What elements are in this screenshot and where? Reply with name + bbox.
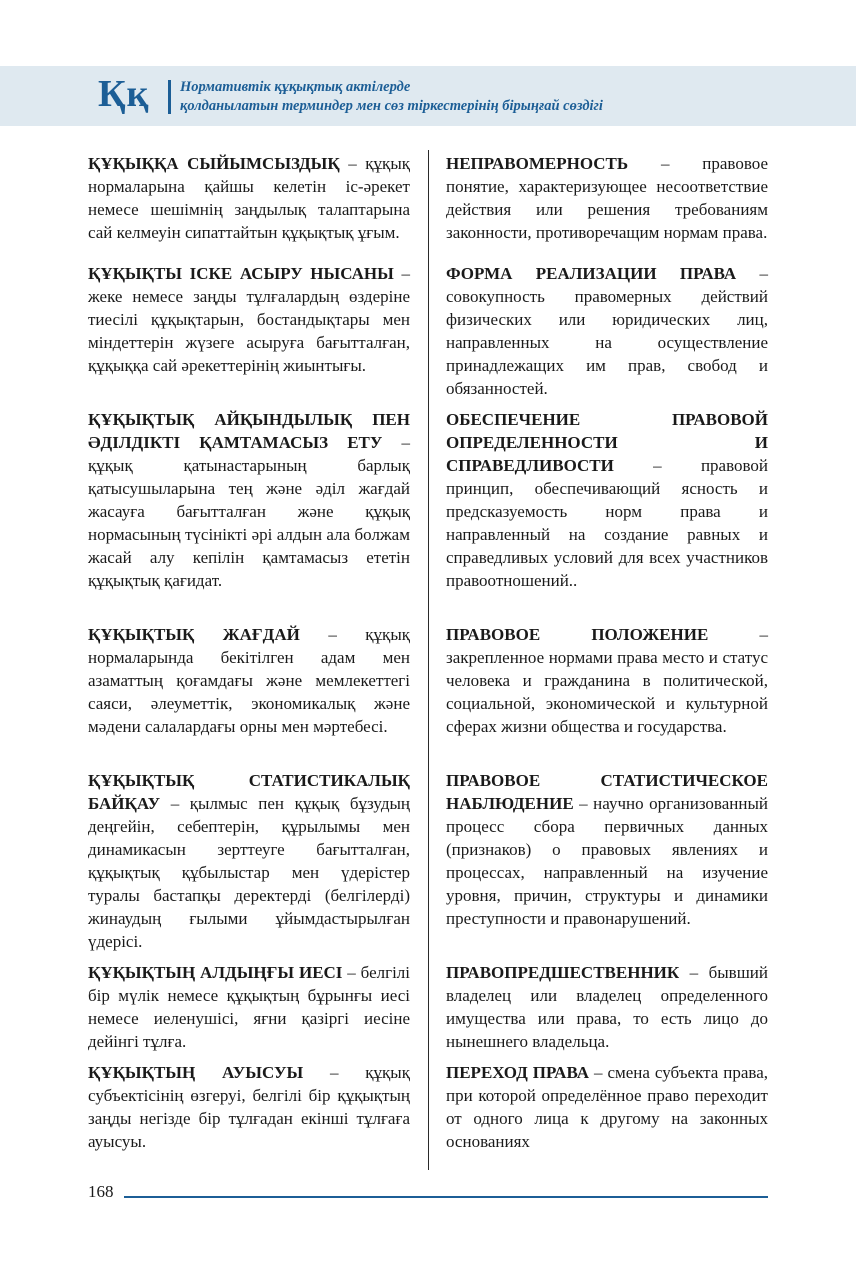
entry-text: – совокупность правомерных действий физических или юридических лиц, направленных на осуществление принадлежащих им прав, свобод и обязанностей. (446, 264, 768, 398)
entry-term: ҚҰҚЫҚТЫ ІСКЕ АСЫРУ НЫСАНЫ (88, 264, 394, 283)
entry-text: – закрепленное нормами права место и статус человека и гражданина в политической, социальной, экономической и культурной сферах жизни общества и государства. (446, 625, 769, 736)
entry (446, 623, 768, 769)
entry (446, 1061, 768, 1153)
column-divider (428, 150, 429, 1170)
entry-term: ҚҰҚЫҚТЫҢ АЛДЫҢҒЫ ИЕСІ (88, 963, 343, 982)
entry (88, 1061, 410, 1153)
entry-text: – правовой принцип, обеспечивающий ясность и предсказуемость норм права и направленный на создание равных и справедливых условий для всех участников правоотношений.. (446, 456, 768, 590)
entry (88, 961, 410, 1061)
page-number: 168 (88, 1182, 114, 1201)
header-title-line2: қолданылатын терминдер мен сөз тіркестерінің бірыңғай сөздігі (180, 98, 603, 114)
footer-rule (124, 1196, 768, 1198)
entry-term: ҚҰҚЫҚТЫҚ СТАТИСТИКАЛЫҚ БАЙҚАУ (88, 771, 410, 813)
entry-text: – правовое понятие, характеризующее несоответствие действия или решения требованиям законности, противоречащим нормам права. (446, 154, 768, 242)
entry-text: – белгілі бір мүлік немесе құқықтың бұрынғы иесі немесе иеленушісі, яғни қазіргі иесіне дейінгі тұлға. (88, 963, 410, 1051)
header-divider (168, 80, 171, 114)
entry-term: ҚҰҚЫҚТЫҚ ЖАҒДАЙ (88, 625, 300, 644)
entry (88, 623, 410, 769)
entry-term: ФОРМА РЕАЛИЗАЦИИ ПРАВА (446, 264, 737, 283)
entry (446, 408, 768, 623)
section-letter: Ққ (98, 73, 150, 115)
entry-term: ҚҰҚЫҚТЫҢ АУЫСУЫ (88, 1063, 304, 1082)
entry-text: – бывший владелец или владелец определенного имущества или права, то есть лицо до нынешнего владельца. (446, 963, 768, 1051)
entry-text: – смена субъекта права, при которой определённое право переходит от одного лица к другому на законных основаниях (446, 1063, 768, 1151)
entry (446, 152, 768, 262)
entry-term: ОБЕСПЕЧЕНИЕ ПРАВОВОЙ ОПРЕДЕЛЕННОСТИ И СПРАВЕДЛИВОСТИ (446, 410, 768, 475)
entry-text: – жеке немесе заңды тұлғалардың өздеріне тиесілі құқықтарын, бостандықтары мен міндеттерін жүзеге асыруға бағытталған, құқыққа сай әрекеттерінің жиынтығы. (88, 264, 411, 375)
entry (88, 408, 410, 623)
entry-text: – құқық қатынастарының барлық қатысушыларына тең және әділ жағдай жасауға бағытталған және құқық нормасының түсінікті әрі алдын ала болжам жасай алу кепілін қамтамасыз ететін құқықтық қағидат. (88, 433, 410, 590)
entry-term: НЕПРАВОМЕРНОСТЬ (446, 154, 629, 173)
entry-term: ҚҰҚЫҚҚА СЫЙЫМСЫЗДЫҚ (88, 154, 340, 173)
entry-text: – қылмыс пен құқық бұзудың деңгейін, себептерін, құрылымы мен динамикасын зерттеуге бағытталған, құқықтық құбылыстар мен үдерістер туралы бастапқы деректерді (белгілерді) жинаудың ғылыми ұйымдастырылған үдерісі. (88, 794, 410, 951)
header-title-line1: Нормативтік құқықтық актілерде (180, 79, 411, 95)
entry-term: ПЕРЕХОД ПРАВА (446, 1063, 589, 1082)
left-column (88, 152, 410, 1153)
entry-term: ПРАВОПРЕДШЕСТВЕННИК (446, 963, 680, 982)
entry (446, 769, 768, 961)
entry-text: – құқық нормаларында бекітілген адам мен азаматтың қоғамдағы және мемлекеттегі саяси, әлеуметтік, экономикалық және мәдени салалардағы орны мен мәртебесі. (88, 625, 411, 736)
entry-term: ҚҰҚЫҚТЫҚ АЙҚЫНДЫЛЫҚ ПЕН ӘДІЛДІКТІ ҚАМТАМАСЫЗ ЕТУ (88, 410, 410, 452)
entry (446, 961, 768, 1061)
entry-term: ПРАВОВОЕ ПОЛОЖЕНИЕ (446, 625, 709, 644)
entry-text: – құқық субъектісінің өзгеруі, белгілі бір құқықтың заңды негізде бір тұлғадан екінші тұлғаға ауысуы. (88, 1063, 410, 1151)
right-column (446, 152, 768, 1153)
entry (446, 262, 768, 408)
header-title (180, 78, 603, 116)
entry (88, 262, 410, 408)
entry (88, 769, 410, 961)
entry-text: – құқық нормаларына қайшы келетін іс-әрекет немесе шешімнің заңдылық талаптарына сай келмеуін сипаттайтын құқықтық ұғым. (88, 154, 410, 242)
entry-text: – научно организованный процесс сбора первичных данных (признаков) о правовых явлениях и процессах, направленный на изучение уровня, причин, структуры и динамики преступности и правонарушений. (446, 794, 768, 928)
entry (88, 152, 410, 262)
entry-term: ПРАВОВОЕ СТАТИСТИЧЕСКОЕ НАБЛЮДЕНИЕ (446, 771, 768, 813)
